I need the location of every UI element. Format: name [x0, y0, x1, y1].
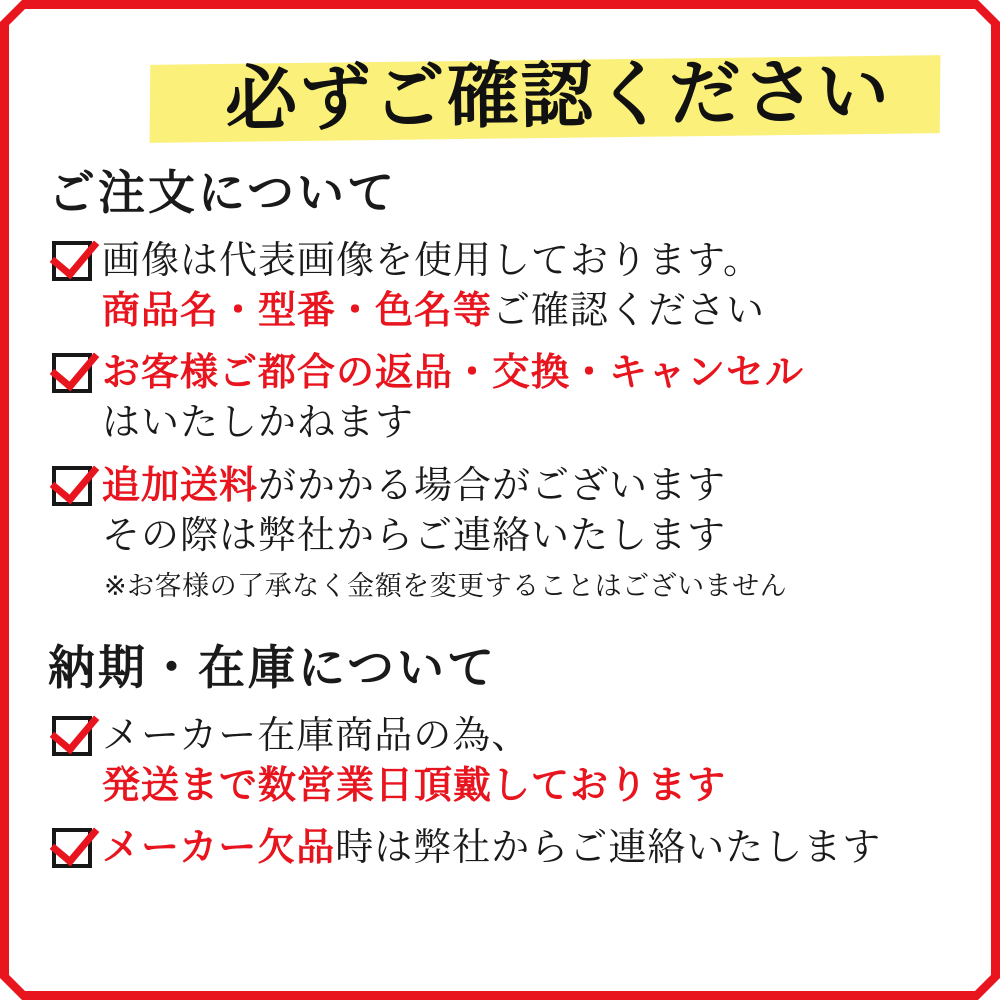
list-item-line-rest: 時は弊社からご連絡いたします	[335, 825, 882, 870]
checkmark-icon	[52, 466, 92, 506]
checkmark-icon	[52, 353, 92, 393]
list-item	[46, 347, 954, 447]
list-item-line	[102, 460, 954, 510]
list-item-line	[102, 285, 954, 335]
list-item-body	[102, 460, 954, 603]
emphasis-text: お客様ご都合の返品・交換・キャンセル	[102, 350, 805, 395]
checkmark-icon	[52, 828, 92, 868]
list-item	[46, 460, 954, 603]
list-item-line: 画像は代表画像を使用しております。	[102, 238, 762, 282]
emphasis-text: 追加送料	[102, 462, 259, 507]
list-item-note: ※お客様の了承なく金額を変更することはございません	[104, 570, 788, 602]
page-title: 必ずご確認ください	[224, 48, 892, 142]
list-item-body	[102, 347, 954, 447]
list-item-line	[102, 822, 954, 872]
list-item-line-rest: がかかる場合がございます	[258, 462, 727, 507]
emphasis-text: 発送まで数営業日頂戴しております	[102, 763, 727, 808]
checkmark-icon	[52, 716, 92, 756]
emphasis-text: メーカー欠品	[102, 825, 336, 870]
list-item	[46, 710, 954, 810]
checkmark-icon	[52, 241, 92, 281]
list-item-line: その際は弊社からご連絡いたします	[102, 512, 727, 557]
page-title-block	[46, 34, 954, 146]
list-item-line: メーカー在庫商品の為、	[102, 712, 531, 757]
section-heading-delivery: 納期・在庫について	[48, 640, 498, 696]
emphasis-text: 商品名・型番・色名等	[102, 288, 493, 333]
list-item-line-rest: ご確認ください	[492, 288, 766, 333]
list-item-line	[102, 760, 954, 810]
list-item-line	[102, 347, 954, 397]
list-item	[46, 235, 954, 335]
list-item	[46, 822, 954, 872]
list-item-body	[102, 235, 954, 335]
list-item-body	[102, 710, 954, 810]
list-item-body	[102, 822, 954, 872]
section-heading-orders: ご注文について	[48, 166, 398, 221]
list-item-line: はいたしかねます	[102, 400, 415, 445]
